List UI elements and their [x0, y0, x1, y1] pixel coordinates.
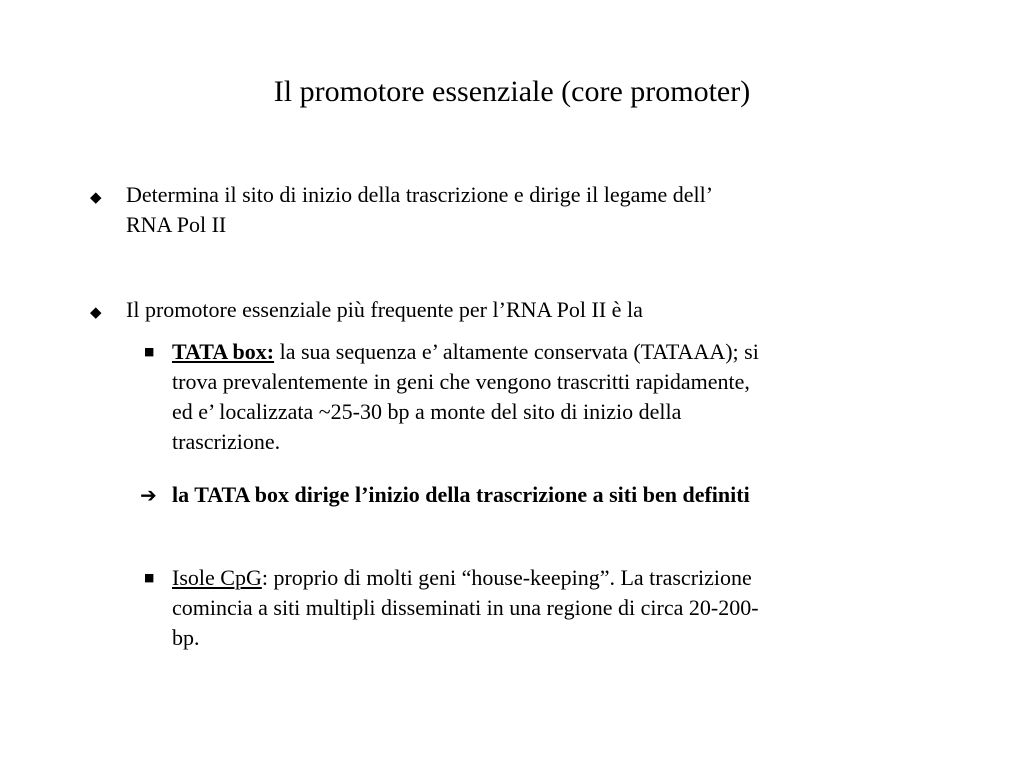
- square-bullet-icon: ■: [144, 571, 155, 584]
- arrow-note: la TATA box dirige l’inizio della trascrizione a siti ben definiti: [172, 482, 750, 507]
- tata-box-line-3: ed e’ localizzata ~25-30 bp a monte del sito di inizio della: [172, 399, 682, 424]
- tata-box-text-1: la sua sequenza e’ altamente conservata (TATAAA); si: [274, 339, 759, 364]
- bullet-1-text: [126, 180, 713, 240]
- cpg-line-1: [172, 563, 759, 593]
- bullet-1-line-2: RNA Pol II: [126, 212, 227, 237]
- square-bullet-icon: ■: [144, 345, 155, 358]
- cpg-line-3: bp.: [172, 625, 200, 650]
- cpg-item: [172, 563, 759, 653]
- tata-box-line-1: [172, 337, 759, 367]
- bullet-2-text: Il promotore essenziale più frequente per l’RNA Pol II è la: [126, 297, 643, 322]
- tata-box-item: [172, 337, 759, 457]
- diamond-bullet-icon: ◆: [90, 188, 102, 206]
- diamond-bullet-icon: ◆: [90, 303, 102, 321]
- tata-box-line-4: trascrizione.: [172, 429, 281, 454]
- tata-box-line-2: trova prevalentemente in geni che vengono trascritti rapidamente,: [172, 369, 750, 394]
- right-arrow-icon: ➔: [140, 483, 157, 507]
- tata-box-label: TATA box:: [172, 339, 275, 364]
- cpg-label: Isole CpG: [172, 565, 262, 590]
- cpg-text-1: : proprio di molti geni “house-keeping”. La trascrizione: [261, 565, 752, 590]
- cpg-line-2: comincia a siti multipli disseminati in una regione di circa 20-200-: [172, 595, 759, 620]
- bullet-1-line-1: Determina il sito di inizio della trascrizione e dirige il legame dell’: [126, 182, 714, 207]
- slide-title: Il promotore essenziale (core promoter): [273, 75, 751, 108]
